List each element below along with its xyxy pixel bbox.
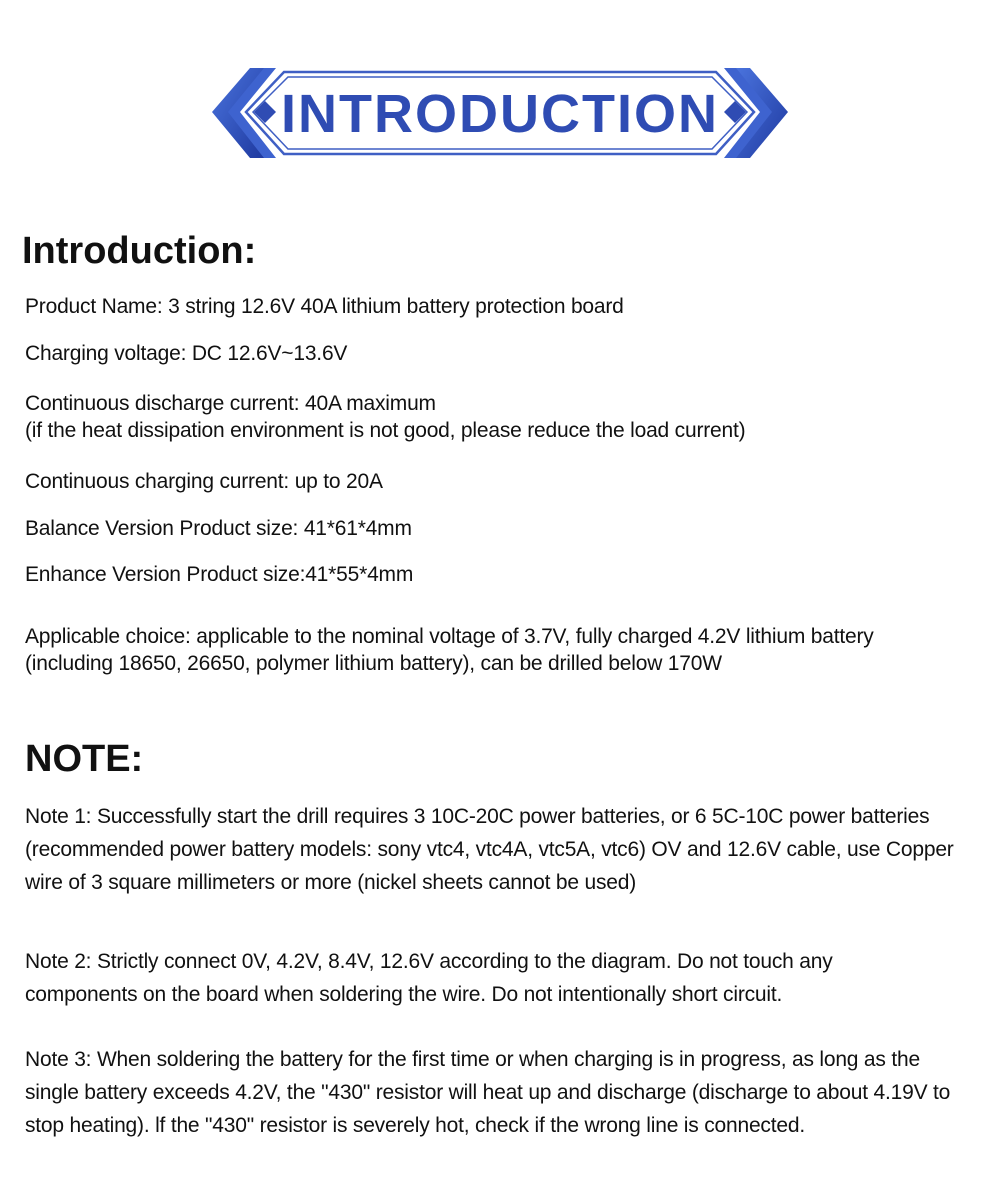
- product-name: Product Name: 3 string 12.6V 40A lithium battery protection board: [25, 295, 624, 318]
- note-heading: NOTE:: [25, 738, 144, 780]
- balance-version-size: Balance Version Product size: 41*61*4mm: [25, 517, 412, 540]
- applicable-choice-line2: (including 18650, 26650, polymer lithium battery), can be drilled below 170W: [25, 652, 722, 675]
- enhance-version-size: Enhance Version Product size:41*55*4mm: [25, 563, 414, 586]
- applicable-choice-line1: Applicable choice: applicable to the nominal voltage of 3.7V, fully charged 4.2V lithium battery: [25, 625, 874, 648]
- introduction-heading: Introduction:: [22, 230, 257, 272]
- charging-voltage: Charging voltage: DC 12.6V~13.6V: [25, 342, 348, 365]
- banner-title: INTRODUCTION: [281, 84, 719, 144]
- note-2: Note 2: Strictly connect 0V, 4.2V, 8.4V, 12.6V according to the diagram. Do not touch any components on the board when soldering the wire. Do not intentionally short circuit.: [25, 950, 833, 1006]
- discharge-current-value: Continuous discharge current: 40A maximum: [25, 392, 436, 415]
- note-3: Note 3: When soldering the battery for the first time or when charging is in progress, as long as the single battery exceeds 4.2V, the "430" resistor will heat up and discharge (discharge to about 4.19V to stop heating). lf the "430" resistor is severely hot, check if the wrong line is connected.: [25, 1048, 951, 1137]
- note-1: Note 1: Successfully start the drill requires 3 10C-20C power batteries, or 6 5C-10C power batteries (recommended power battery models: sony vtc4, vtc4A, vtc5A, vtc6) OV and 12.6V cable, use Copper wire of 3 square millimeters or more (nickel sheets cannot be used): [25, 805, 954, 894]
- charging-current: Continuous charging current: up to 20A: [25, 470, 383, 493]
- applicable-choice: [25, 623, 874, 677]
- discharge-current-note: (if the heat dissipation environment is not good, please reduce the load current): [25, 419, 746, 442]
- introduction-banner: [210, 64, 790, 164]
- discharge-current: [25, 390, 745, 444]
